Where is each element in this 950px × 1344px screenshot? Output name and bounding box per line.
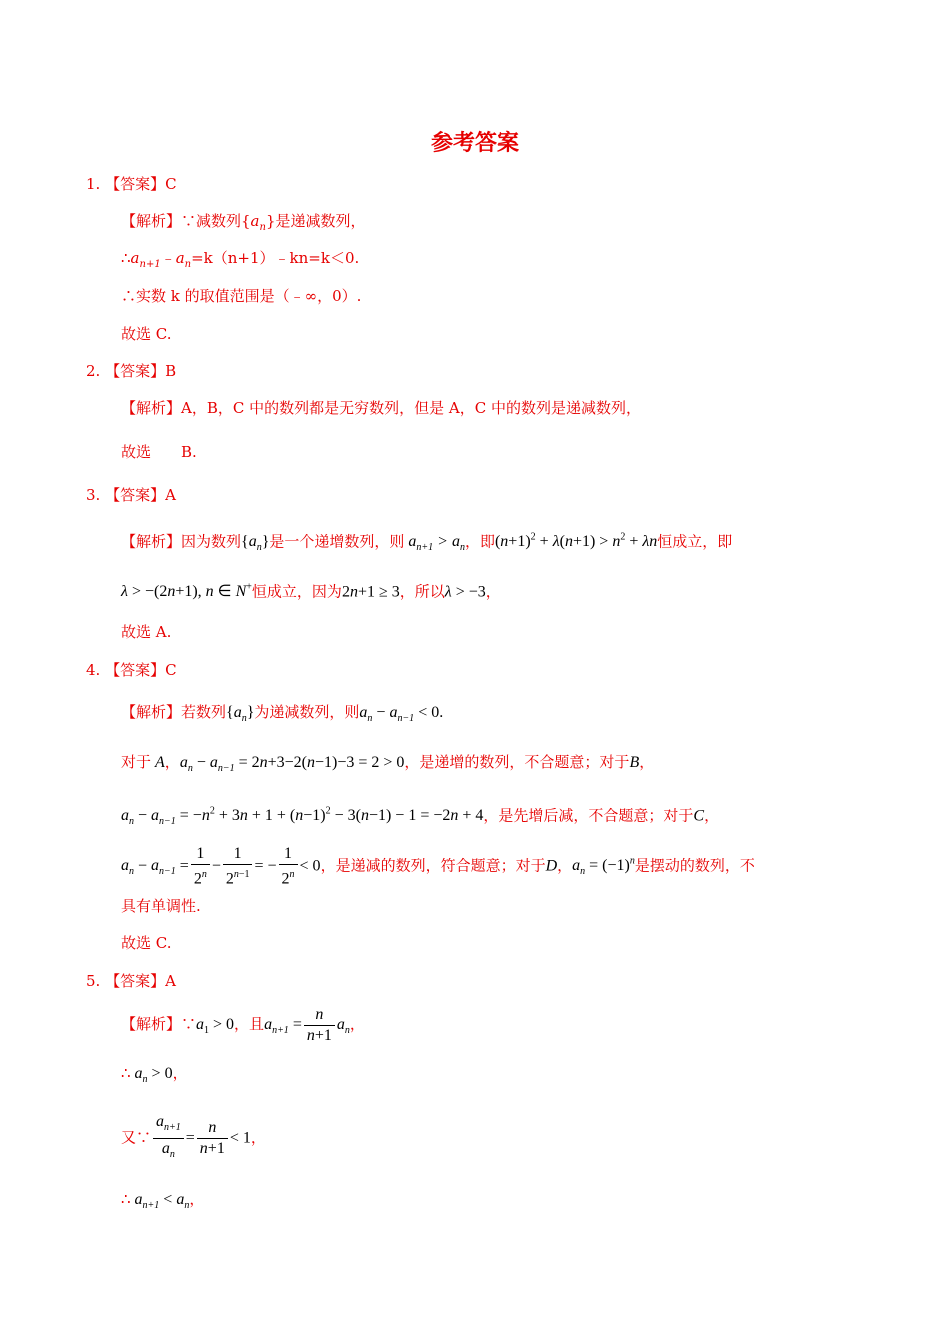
q5-l3a: 又∵ bbox=[121, 1128, 152, 1147]
fraction: $\frac{1}{2^n}$ bbox=[279, 844, 298, 889]
q4-l1b: 为递减数列，则 bbox=[254, 703, 360, 721]
q3-analysis-line1: 【解析】因为数列$\{a_n\}$是一个递增数列，则 $a_{n+1} > a_n$，即$(n+1)^2 + \lambda(n+1) > n^2 + \lambda n$恒成立，即 bbox=[121, 532, 733, 554]
q1-l1b: }是递减数列， bbox=[265, 212, 366, 230]
q5-l1a: 【解析】∵ bbox=[121, 1015, 197, 1033]
q4-l3b: ， bbox=[704, 806, 720, 825]
q2-conclusion: 故选 B. bbox=[121, 443, 197, 461]
q5-l2b: ， bbox=[172, 1064, 188, 1082]
q3-answer-head: 3. 【答案】A bbox=[86, 486, 176, 504]
q5-answer-head: 5. 【答案】A bbox=[86, 972, 176, 990]
q4-analysis-line2: 对于 A，$a_n - a_{n-1} = 2n+3-2(n-1)-3 = 2 > 0$，是递增的数列，不合题意；对于B， bbox=[121, 753, 655, 775]
q5-analysis-line4: ∴ $a_{n+1} < a_n$， bbox=[121, 1190, 205, 1212]
q5-l4a: ∴ bbox=[121, 1190, 131, 1208]
q1-answer-head: 1. 【答案】C bbox=[86, 175, 177, 193]
q4-answer-head: 4. 【答案】C bbox=[86, 661, 177, 679]
q4-l2b: ， bbox=[164, 753, 180, 771]
q2-answer-head: 2. 【答案】B bbox=[86, 362, 177, 380]
q4-l2d: ， bbox=[639, 753, 655, 771]
q4-l4b: ， bbox=[557, 856, 573, 875]
q1-analysis-line1: 【解析】∵减数列$\{a_n\}$是递减数列， bbox=[121, 212, 366, 233]
q1-analysis-line3: ∴实数 k 的取值范围是（﹣∞，0）. bbox=[121, 287, 362, 305]
q1-l2a: ∴ bbox=[121, 249, 131, 267]
fraction: $\frac{a_{n+1}}{a_n}$ bbox=[153, 1112, 184, 1165]
q3-l2c: ， bbox=[485, 582, 501, 601]
q5-l2a: ∴ bbox=[121, 1064, 131, 1082]
q4-analysis-line5: 具有单调性. bbox=[121, 897, 201, 915]
q1-l2b: ﹣ bbox=[160, 249, 176, 267]
q4-l2c: ，是递增的数列，不合题意；对于 bbox=[404, 753, 630, 771]
q1-l2c: =k（n+1）﹣kn=k＜0. bbox=[191, 249, 360, 267]
q5-l3b: ， bbox=[250, 1128, 266, 1147]
q5-l1b: ，且 bbox=[234, 1015, 265, 1033]
q1-l1a: 【解析】∵减数列{ bbox=[121, 212, 251, 230]
q3-l1d: 恒成立，即 bbox=[657, 532, 733, 551]
q1-conclusion: 故选 C. bbox=[121, 325, 172, 343]
fraction: $\frac{1}{2^{n-1}}$ bbox=[223, 844, 253, 889]
q5-analysis-line3: 又∵ $\frac{a_{n+1}}{a_n}$ = $\frac{n}{n+1}$ < 1， bbox=[121, 1112, 266, 1165]
q4-analysis-line1: 【解析】若数列$\{a_n\}$为递减数列，则$a_n - a_{n-1} < 0$. bbox=[121, 703, 444, 725]
q3-conclusion: 故选 A. bbox=[121, 623, 172, 641]
q1-analysis-line2: $\therefore a_{n+1}﹣a_n=k(n+1)﹣kn=k<0$. bbox=[121, 249, 360, 270]
q4-l4c: 是摆动的数列，不 bbox=[634, 856, 755, 875]
q3-l1a: 【解析】因为数列 bbox=[121, 532, 242, 551]
q3-l1c: ，即 bbox=[464, 532, 495, 551]
q3-l2a: 恒成立，因为 bbox=[251, 582, 342, 601]
page-title: 参考答案 bbox=[430, 130, 519, 156]
fraction: $\frac{n}{n+1}$ bbox=[197, 1118, 228, 1159]
q4-analysis-line4: $a_n - a_{n-1}$ = $\frac{1}{2^n}$ − $\frac{1}{2^{n-1}}$ = − $\frac{1}{2^n}$ < 0，是递减的数列，符合题意；对于D，$a_n = (-1)^n$是摆动的数列，不 bbox=[121, 844, 755, 887]
q4-l4a: ，是递减的数列，符合题意；对于 bbox=[320, 856, 546, 875]
q4-l1a: 【解析】若数列 bbox=[121, 703, 227, 721]
q3-analysis-line2: λ > −(2n+1), n ∈ N+恒成立，因为2n+1 ≥ 3，所以λ > −3， bbox=[121, 582, 501, 601]
q5-l1c: ， bbox=[349, 1015, 365, 1033]
q5-l4b: ， bbox=[189, 1190, 205, 1208]
fraction: $\frac{1}{2^n}$ bbox=[191, 844, 210, 889]
fraction: $\frac{n}{n+1}$ bbox=[304, 1005, 335, 1046]
q4-l2a: 对于 bbox=[121, 753, 152, 771]
q4-conclusion: 故选 C. bbox=[121, 934, 172, 952]
q2-analysis-line1: 【解析】A，B，C 中的数列都是无穷数列，但是 A，C 中的数列是递减数列， bbox=[121, 399, 641, 417]
q4-analysis-line3: $a_n - a_{n-1} = -n^2 + 3n + 1 + (n-1)^2 - 3(n-1) - 1 = -2n + 4$，是先增后减，不合题意；对于C， bbox=[121, 806, 720, 828]
q3-l2b: ，所以 bbox=[399, 582, 445, 601]
q3-l1b: 是一个递增数列，则 bbox=[269, 532, 405, 551]
q4-l3a: ，是先增后减，不合题意；对于 bbox=[483, 806, 694, 825]
q5-analysis-line2: ∴ $a_n > 0$， bbox=[121, 1064, 188, 1086]
q5-analysis-line1: 【解析】$\because a_1 > 0$，且$a_{n+1}$ = $\frac{n}{n+1}$ $a_n$， bbox=[121, 1005, 365, 1044]
